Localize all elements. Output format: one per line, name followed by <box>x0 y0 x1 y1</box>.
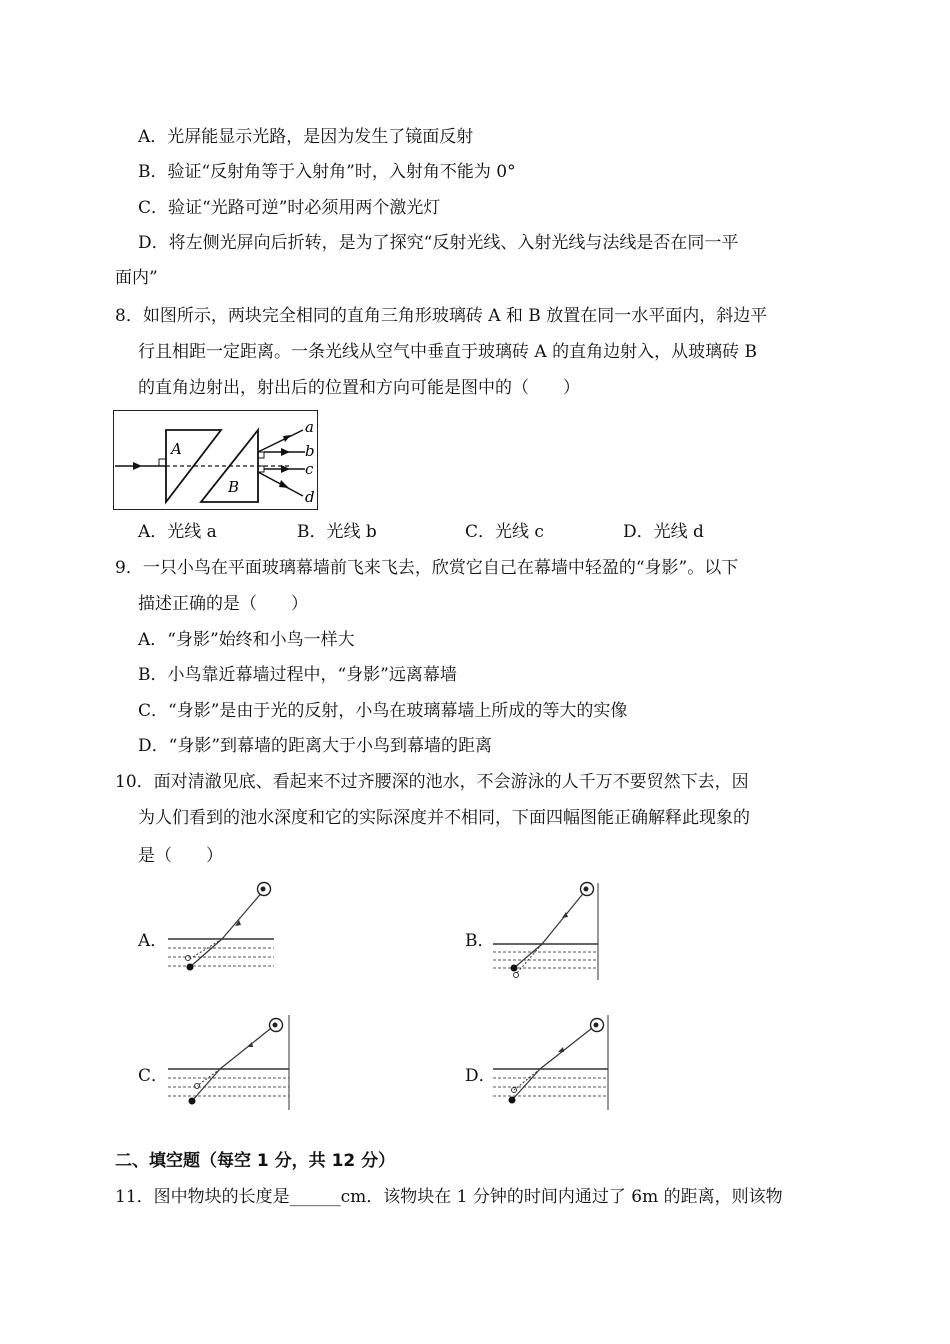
q10-stem-line1: 10．面对清澈见底、看起来不过齐腰深的池水，不会游泳的人千万不要贸然下去，因 <box>115 772 749 792</box>
label-ray-c: c <box>305 460 314 478</box>
incident-arrow <box>133 462 142 470</box>
q9-option-a: A．“身影”始终和小鸟一样大 <box>138 630 355 650</box>
ray-in-water <box>512 1069 540 1100</box>
ray-a-arrow <box>283 435 291 442</box>
virtual-ray <box>514 1069 540 1090</box>
ray-in-water <box>190 939 222 967</box>
q8-stem-line2: 行且相距一定距离。一条光线从空气中垂直于玻璃砖 A 的直角边射入，从玻璃砖 B <box>138 342 757 362</box>
label-prism-a: A <box>171 440 182 458</box>
q8-option-a: A．光线 a <box>138 522 217 542</box>
q8-stem-line1: 8．如图所示，两块完全相同的直角三角形玻璃砖 A 和 B 放置在同一水平面内，斜边平 <box>115 306 768 326</box>
label-ray-b: b <box>305 442 315 460</box>
ray-d-arrow <box>279 480 289 488</box>
q8-option-b: B．光线 b <box>297 522 377 542</box>
q10-figure-d <box>490 1012 612 1112</box>
q7-option-c: C．验证“光路可逆”时必须用两个激光灯 <box>138 198 441 218</box>
q9-option-b: B．小鸟靠近幕墙过程中，“身影”远离幕墙 <box>138 665 457 685</box>
q9-stem-line2: 描述正确的是（ ） <box>138 594 308 614</box>
q7-option-b: B．验证“反射角等于入射角”时，入射角不能为 0° <box>138 162 516 182</box>
q7-option-a: A．光屏能显示光路，是因为发生了镜面反射 <box>138 127 474 147</box>
q10-stem-line3: 是（ ） <box>138 846 223 866</box>
label-ray-d: d <box>305 488 315 506</box>
right-angle-mark-a <box>159 459 166 466</box>
ray-in-air <box>540 1025 596 1069</box>
q10-figure-c <box>165 1012 293 1112</box>
q10-figure-a <box>165 880 277 980</box>
ray-in-air <box>222 890 264 939</box>
q10-label-b: B． <box>465 931 495 951</box>
ray-b-arrow <box>281 448 290 456</box>
ray-in-water <box>514 944 542 968</box>
q7-option-d: D．将左侧光屏向后折转，是为了探究“反射光线、入射光线与法线是否在同一平 <box>138 233 739 253</box>
fish-icon <box>189 1098 196 1105</box>
fish-icon <box>509 1097 516 1104</box>
q9-option-c: C．“身影”是由于光的反射，小鸟在玻璃幕墙上所成的等大的实像 <box>138 701 628 721</box>
q10-label-d: D． <box>465 1066 496 1086</box>
q10-label-c: C． <box>138 1066 169 1086</box>
q9-option-d: D．“身影”到幕墙的距离大于小鸟到幕墙的距离 <box>138 736 493 756</box>
ray-a <box>258 430 303 452</box>
q10-label-a: A． <box>138 931 168 951</box>
label-ray-a: a <box>305 418 314 436</box>
q7-option-d-continuation: 面内” <box>115 268 158 288</box>
q11-stem-line1: 11．图中物块的长度是______cm．该物块在 1 分钟的时间内通过了 6m 的距离，则该物 <box>115 1187 783 1207</box>
q10-figure-b <box>490 880 602 982</box>
virtual-ray <box>516 944 542 974</box>
q8-option-d: D．光线 d <box>623 522 704 542</box>
q8-prism-figure <box>113 410 318 510</box>
section-heading-fill-in: 二、填空题（每空 1 分，共 12 分） <box>115 1151 396 1171</box>
fish-icon <box>511 965 518 972</box>
figure-frame <box>114 411 318 510</box>
fish-icon <box>187 964 194 971</box>
q9-stem-line1: 9．一只小鸟在平面玻璃幕墙前飞来飞去，欣赏它自己在幕墙中轻盈的“身影”。以下 <box>115 558 739 578</box>
label-prism-b: B <box>228 478 240 496</box>
q8-option-c: C．光线 c <box>465 522 544 542</box>
q8-stem-line3: 的直角边射出，射出后的位置和方向可能是图中的（ ） <box>138 378 580 398</box>
q10-stem-line2: 为人们看到的池水深度和它的实际深度并不相同，下面四幅图能正确解释此现象的 <box>138 808 750 828</box>
